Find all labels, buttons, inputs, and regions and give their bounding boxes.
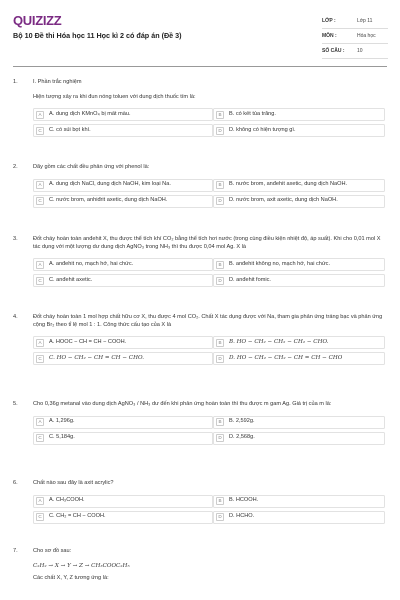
meta-row-count <box>322 44 388 59</box>
option-text: B. HO − CH₂ − CH₂ − CH₂ − CHO. <box>229 338 329 345</box>
option-text: D. HO − CH₂ − CH₂ − CH = CH − CHO <box>229 354 343 361</box>
option-c[interactable] <box>33 432 213 445</box>
meta-key: LỚP : <box>322 17 336 24</box>
option-letter: A <box>36 181 44 189</box>
option-a[interactable] <box>33 336 213 349</box>
option-d[interactable] <box>213 124 385 137</box>
option-d[interactable] <box>213 352 385 365</box>
option-text: A. CH₃COOH. <box>49 497 85 504</box>
option-d[interactable] <box>213 511 385 524</box>
option-text: D. không có hiện tượng gì. <box>229 126 296 133</box>
reaction-scheme: C₂H₂ → X → Y → Z → CH₃COOC₂H₅ <box>33 562 130 569</box>
question-text: Cho 0,36g metanal vào dung dịch AgNO₃ / NH₃ dư đến khi phản ứng hoàn toàn thì thu được m gam Ag. Giá trị của m là: <box>33 401 332 407</box>
option-a[interactable] <box>33 495 213 508</box>
option-text: A. dung dịch NaCl, dung dịch NaOH, kim loại Na. <box>49 181 171 188</box>
option-text: D. HCHO. <box>229 513 255 520</box>
option-text: B. HCOOH. <box>229 497 259 504</box>
option-letter: C <box>36 197 44 205</box>
option-b[interactable] <box>213 336 385 349</box>
option-text: A. HOOC − CH = CH − COOH. <box>49 338 127 345</box>
option-c[interactable] <box>33 352 213 365</box>
question-stem: Hiện tượng xảy ra khi đun nóng toluen với dung dịch thuốc tím là: <box>33 93 196 100</box>
option-text: C. anđehit axetic. <box>49 276 93 283</box>
option-text: C. HO − CH₂ − CH = CH − CHO. <box>49 354 144 361</box>
question-body <box>33 236 385 287</box>
option-text: C. có sủi bọt khí. <box>49 126 91 133</box>
question-number: 5. <box>13 401 18 407</box>
option-letter: A <box>36 497 44 505</box>
option-b[interactable] <box>213 416 385 429</box>
option-letter: D <box>216 434 224 442</box>
option-text: B. có kết tủa trắng. <box>229 110 276 117</box>
question-number: 6. <box>13 480 18 486</box>
meta-value: Lớp 11 <box>357 17 373 24</box>
meta-value: Hóa học <box>357 32 376 39</box>
meta-row-class <box>322 14 388 29</box>
option-letter: D <box>216 513 224 521</box>
option-c[interactable] <box>33 511 213 524</box>
meta-value: 10 <box>357 47 363 54</box>
question-number: 4. <box>13 314 18 320</box>
question-text: Cho sơ đồ sau: <box>33 548 72 554</box>
option-b[interactable] <box>213 495 385 508</box>
option-a[interactable] <box>33 179 213 192</box>
question-number: 1. <box>13 79 18 85</box>
question-text: Đốt cháy hoàn toàn anđehit X, thu được thể tích khí CO₂ bằng thể tích hơi nước (trong cùng điều kiện nhiệt độ, áp suất). Khi cho 0,01 mol X tác dụng với một lượng dư dung dịch AgNO₃ trong NH₃ thì thu được 0,04 mol Ag. X là <box>33 236 381 250</box>
option-text: C. 5,184g. <box>49 434 75 441</box>
option-letter: D <box>216 127 224 135</box>
option-letter: A <box>36 339 44 347</box>
option-c[interactable] <box>33 124 213 137</box>
option-letter: D <box>216 197 224 205</box>
option-c[interactable] <box>33 195 213 208</box>
option-d[interactable] <box>213 195 385 208</box>
option-grid <box>33 108 385 137</box>
question-body <box>33 548 385 583</box>
option-letter: C <box>36 434 44 442</box>
header-divider <box>13 66 387 67</box>
question-text: Dãy gồm các chất đều phản ứng với phenol là: <box>33 164 150 170</box>
option-letter: C <box>36 277 44 285</box>
option-letter: A <box>36 111 44 119</box>
meta-key: MÔN : <box>322 32 337 39</box>
option-grid <box>33 495 385 524</box>
question-stem: Các chất X, Y, Z tương ứng là: <box>33 575 109 582</box>
option-d[interactable] <box>213 274 385 287</box>
question-number: 7. <box>13 548 18 554</box>
option-grid <box>33 179 385 208</box>
option-letter: A <box>36 418 44 426</box>
option-text: B. 2,592g. <box>229 418 255 425</box>
quizizz-logo: QUIZIZZ <box>13 13 62 28</box>
option-letter: A <box>36 261 44 269</box>
question-body <box>33 79 385 137</box>
option-text: A. anđehit no, mạch hở, hai chức. <box>49 260 134 267</box>
question-body <box>33 401 385 445</box>
option-letter: B <box>216 339 224 347</box>
option-text: D. nước brom, axit axetic, dung dịch NaOH. <box>229 197 338 204</box>
option-b[interactable] <box>213 108 385 121</box>
option-text: B. anđehit không no, mạch hở, hai chức. <box>229 260 331 267</box>
question-number: 2. <box>13 164 18 170</box>
option-letter: D <box>216 277 224 285</box>
meta-table <box>322 14 388 59</box>
option-text: D. anđehit fomic. <box>229 276 271 283</box>
option-letter: B <box>216 418 224 426</box>
option-c[interactable] <box>33 274 213 287</box>
option-letter: B <box>216 261 224 269</box>
option-letter: B <box>216 181 224 189</box>
question-body <box>33 314 385 365</box>
option-letter: B <box>216 111 224 119</box>
question-body <box>33 480 385 524</box>
option-text: A. dung dịch KMnO₄ bị mất màu. <box>49 110 131 117</box>
worksheet-header <box>0 0 400 68</box>
option-grid <box>33 258 385 287</box>
question-number: 3. <box>13 236 18 242</box>
question-text: I. Phần trắc nghiệm <box>33 79 82 85</box>
option-letter: C <box>36 127 44 135</box>
option-grid <box>33 336 385 365</box>
option-a[interactable] <box>33 258 213 271</box>
option-letter: C <box>36 513 44 521</box>
question-text: Đốt cháy hoàn toàn 1 mol hợp chất hữu cơ X, thu được 4 mol CO₂. Chất X tác dụng được với Na, tham gia phản ứng tráng bạc và phản ứng cộng Br₂ theo tỉ lệ mol 1 : 1. Công thức cấu tạo của X là <box>33 314 383 328</box>
question-text: Chất nào sau đây là axit acrylic? <box>33 480 114 486</box>
option-text: B. nước brom, anđehit axetic, dung dịch NaOH. <box>229 181 348 188</box>
option-text: C. CH₂ = CH − COOH. <box>49 513 106 520</box>
option-a[interactable] <box>33 416 213 429</box>
option-text: C. nước brom, anhiđrit axetic, dung dịch NaOH. <box>49 197 168 204</box>
question-body <box>33 164 385 208</box>
option-a[interactable] <box>33 108 213 121</box>
meta-row-subject <box>322 29 388 44</box>
meta-key: SỐ CÂU : <box>322 47 345 54</box>
option-d[interactable] <box>213 432 385 445</box>
option-b[interactable] <box>213 179 385 192</box>
option-grid <box>33 416 385 445</box>
option-text: D. 2,568g. <box>229 434 255 441</box>
option-text: A. 1,296g. <box>49 418 75 425</box>
option-letter: D <box>216 355 224 363</box>
option-letter: B <box>216 497 224 505</box>
document-title: Bộ 10 Đề thi Hóa học 11 Học kì 2 có đáp án (Đề 3) <box>13 31 182 40</box>
option-b[interactable] <box>213 258 385 271</box>
option-letter: C <box>36 355 44 363</box>
